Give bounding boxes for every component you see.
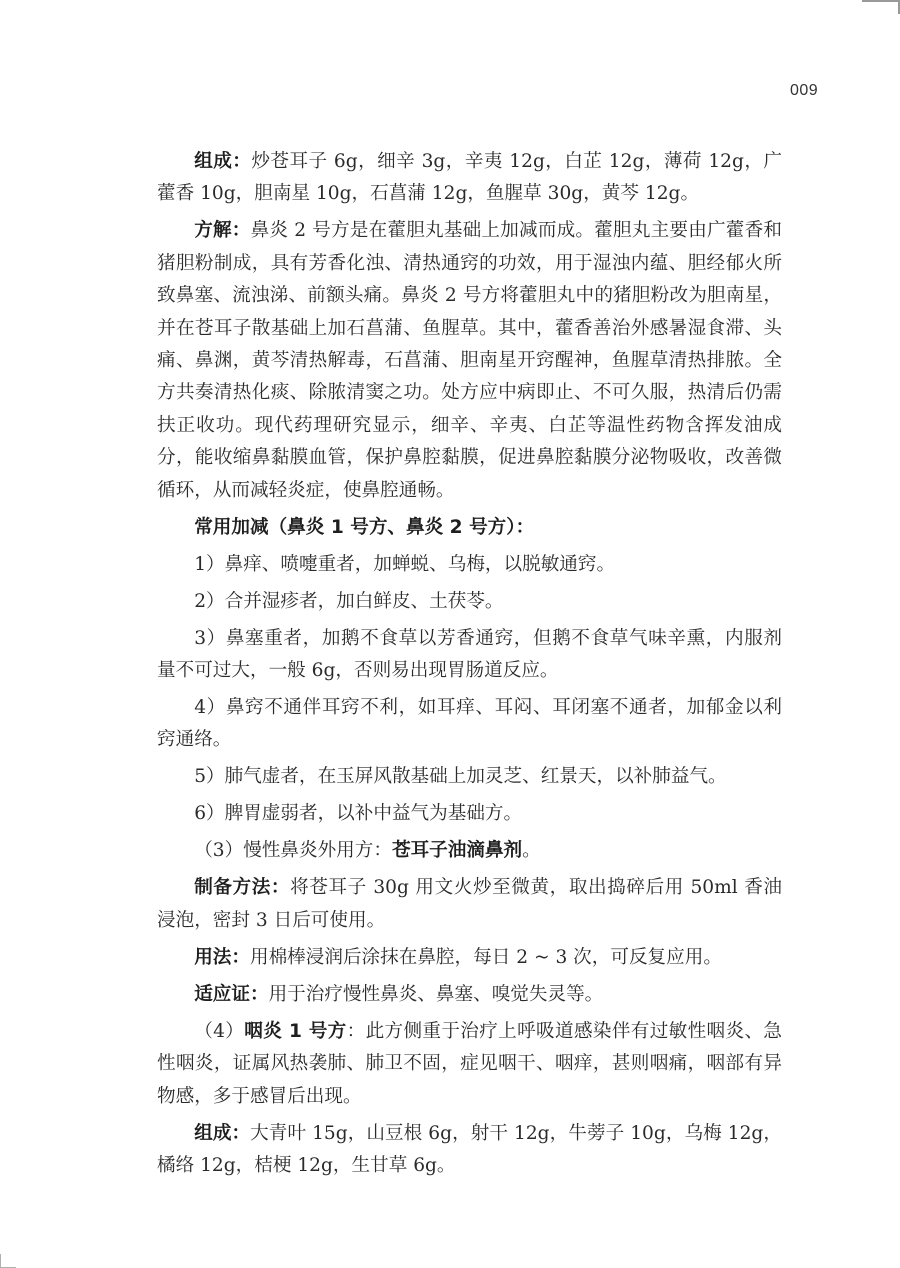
page-corner-mark	[862, 0, 900, 2]
text: 6）脾胃虚弱者，以补中益气为基础方。	[194, 803, 523, 825]
paragraph-composition-2	[157, 1118, 782, 1183]
text: 4）鼻窍不通伴耳窍不利，如耳痒、耳闷、耳闭塞不通者，加郁金以利窍通络。	[157, 697, 782, 751]
page-corner-mark	[0, 1254, 1, 1268]
text: 用于治疗慢性鼻炎、鼻塞、嗅觉失灵等。	[268, 983, 604, 1005]
text: 。	[522, 840, 541, 862]
label: 苍耳子油滴鼻剂	[391, 840, 523, 862]
text: 鼻炎 2 号方是在藿胆丸基础上加减而成。藿胆丸主要由广藿香和猪胆粉制成，具有芳香化浊、清热通窍的功效，用于湿浊内蕴、胆经郁火所致鼻塞、流浊涕、前额头痛。鼻炎 2 号方将藿胆丸中的猪胆粉改为胆南星，并在苍耳子散基础上加石菖蒲、鱼腥草。其中，藿香善治外感暑湿食滞、头痛、鼻渊，黄芩清热解毒，石菖蒲、胆南星开窍醒神，鱼腥草清热排脓。全方共奏清热化痰、除脓清窦之功。处方应中病即止、不可久服，热清后仍需扶正收功。现代药理研究显示，细辛、辛夷、白芷等温性药物含挥发油成分，能收缩鼻黏膜血管，保护鼻腔黏膜，促进鼻腔黏膜分泌物吸收，改善微循环，从而减轻炎症，使鼻腔通畅。	[157, 220, 782, 501]
paragraph-indications	[157, 979, 782, 1011]
label: 用法：	[194, 946, 250, 968]
paragraph-external-formula	[157, 835, 782, 867]
text: 1）鼻痒、喷嚏重者，加蝉蜕、乌梅，以脱敏通窍。	[194, 553, 616, 575]
text: 将苍耳子 30g 用文火炒至微黄，取出捣碎后用 50ml 香油浸泡，密封 3 日后可使用。	[157, 877, 782, 931]
list-item	[157, 798, 782, 830]
paragraph-preparation	[157, 872, 782, 937]
label: 组成：	[194, 151, 252, 172]
text: 5）肺气虚者，在玉屏风散基础上加灵芝、红景天，以补肺益气。	[194, 766, 727, 788]
prefix: （3）慢性鼻炎外用方：	[194, 840, 392, 862]
text: 炒苍耳子 6g，细辛 3g，辛夷 12g，白芷 12g，薄荷 12g，广藿香 10g，胆南星 10g，石菖蒲 12g，鱼腥草 30g，黄芩 12g。	[157, 151, 782, 205]
text: 用棉棒浸润后涂抹在鼻腔，每日 2 ~ 3 次，可反复应用。	[249, 946, 722, 968]
paragraph-pharyngitis-formula	[157, 1016, 782, 1113]
list-item	[157, 586, 782, 618]
list-item	[157, 761, 782, 793]
text: ：此方侧重于治疗上呼吸道感染伴有过敏性咽炎、急性咽炎，证属风热袭肺、肺卫不固，症见咽干、咽痒，甚则咽痛，咽部有异物感，多于感冒后出现。	[157, 1020, 782, 1107]
text: 3）鼻塞重者，加鹅不食草以芳香通窍，但鹅不食草气味辛熏，内服剂量不可过大，一般 6g，否则易出现胃肠道反应。	[157, 627, 782, 682]
paragraph-modifications-heading	[157, 512, 782, 544]
paragraph-explanation	[157, 215, 782, 507]
label: 适应证：	[194, 983, 269, 1005]
paragraph-composition	[157, 146, 782, 211]
prefix: （4）	[194, 1020, 245, 1042]
body-text	[157, 146, 782, 1187]
list-item	[157, 692, 782, 757]
label: 咽炎 1 号方	[244, 1020, 347, 1042]
page-number: 009	[790, 82, 819, 99]
paragraph-usage	[157, 942, 782, 974]
label: 方解：	[194, 220, 251, 242]
label: 制备方法：	[194, 877, 291, 899]
list-item	[157, 623, 782, 688]
list-item	[157, 549, 782, 581]
text: 大青叶 15g，山豆根 6g，射干 12g，牛蒡子 10g，乌梅 12g，橘络 12g，桔梗 12g，生甘草 6g。	[157, 1122, 782, 1177]
label: 常用加减（鼻炎 1 号方、鼻炎 2 号方）：	[194, 516, 535, 538]
label: 组成：	[194, 1122, 251, 1144]
text: 2）合并湿疹者，加白鲜皮、土茯苓。	[194, 590, 504, 612]
